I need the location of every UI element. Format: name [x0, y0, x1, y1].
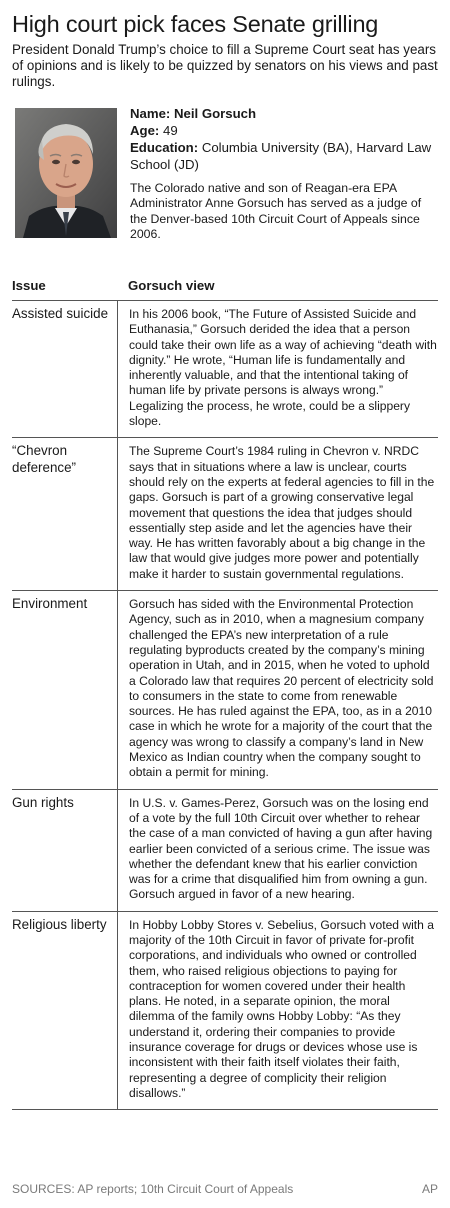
education-value: Columbia University (BA), Harvard Law School (JD) [130, 140, 432, 172]
column-header-view: Gorsuch view [128, 278, 215, 293]
table-header [12, 278, 438, 301]
footer [12, 1182, 438, 1196]
infographic [0, 10, 450, 1208]
name-value: Neil Gorsuch [173, 106, 257, 121]
issue-cell: Religious liberty [12, 916, 107, 932]
education-line [130, 139, 438, 173]
issue-cell: Gun rights [12, 794, 74, 810]
profile-facts [130, 105, 438, 243]
profile-section [12, 108, 438, 258]
view-cell: Gorsuch has sided with the Environmental Protection Agency, such as in 2010, when a magnesium company challenged the EPA’s new interpretation of a rule regulating byproducts created by the company’s mining operation in Utah, and in 2015, when he voted to uphold a Colorado law that requires 20 percent of electricity sold to consumers in the state to come from renewable sources. He has ruled against the EPA, too, as in a 2010 case in which he wrote for a majority of the court that the agency was wrong to classify a company’s land in New Mexico as Indian country when the company sought to obtain a permit for mining. [117, 591, 438, 789]
issues-table [12, 301, 438, 1110]
portrait-photo [15, 108, 117, 238]
column-header-issue: Issue [12, 278, 46, 293]
issue-cell: “Chevron deference” [12, 443, 77, 476]
name-label: Name: [130, 106, 171, 121]
age-value: 49 [162, 123, 178, 138]
age-line [130, 122, 438, 139]
view-cell: In his 2006 book, “The Future of Assisted Suicide and Euthanasia,” Gorsuch derided the idea that a person could take their own life as a way of achieving “death with dignity.” He wrote, “Human life is fundamentally and inherently valuable, and that the intentional taking of human life by private persons is always wrong.” Legalizing the process, he wrote, could be a slippery slope. [117, 301, 438, 437]
sources-text: SOURCES: AP reports; 10th Circuit Court of Appeals [12, 1182, 294, 1196]
issue-cell: Environment [12, 596, 88, 612]
intro-text: President Donald Trump’s choice to fill a Supreme Court seat has years of opinions and is likely to be quizzed by senators on his views and past rulings. [12, 42, 438, 89]
table-row [12, 790, 438, 912]
education-label: Education: [130, 140, 199, 155]
view-cell: The Supreme Court’s 1984 ruling in Chevron v. NRDC says that in situations where a law is unclear, courts should rely on the experts at federal agencies to fill in the gaps. Gorsuch is part of a growing conservative legal movement that questions the idea that judges should essentially step aside and let the agencies have their way. He has written favorably about a big change in the law that would give judges more power and potentially make it harder to sustain governmental regulations. [117, 438, 438, 590]
table-row [12, 591, 438, 790]
credit-text: AP [421, 1182, 438, 1196]
headline: High court pick faces Senate grilling [12, 11, 379, 37]
view-cell: In U.S. v. Games-Perez, Gorsuch was on the losing end of a vote by the full 10th Circuit over whether to rehear the case of a man convicted of having a gun after having earlier been convicted of a serious crime. The issue was whether the defendant knew that his earlier conviction was for a crime that disqualified him from owning a gun. Gorsuch argued in favor of a new hearing. [117, 790, 438, 911]
issue-cell: Assisted suicide [12, 306, 109, 321]
bio-text: The Colorado native and son of Reagan-era EPA Administrator Anne Gorsuch has served as a judge of the Denver-based 10th Circuit Court of Appeals since 2006. [130, 181, 422, 242]
name-line [130, 105, 438, 122]
portrait-illustration [15, 108, 117, 238]
table-row [12, 301, 438, 438]
table-row [12, 912, 438, 1111]
view-cell: In Hobby Lobby Stores v. Sebelius, Gorsuch voted with a majority of the 10th Circuit in favor of private for-profit corporations, and individuals who owned or controlled them, who raised religious objections to paying for contraception for women covered under their health plans. He noted, in a separate opinion, the moral dilemma of the family owns Hobby Lobby: “As they understand it, ordering their companies to provide insurance coverage for drugs or devices whose use is inconsistent with their faith itself violates their faith, representing a degree of complicity their religion disallows.” [117, 912, 438, 1110]
table-row [12, 438, 438, 591]
age-label: Age: [130, 123, 160, 138]
